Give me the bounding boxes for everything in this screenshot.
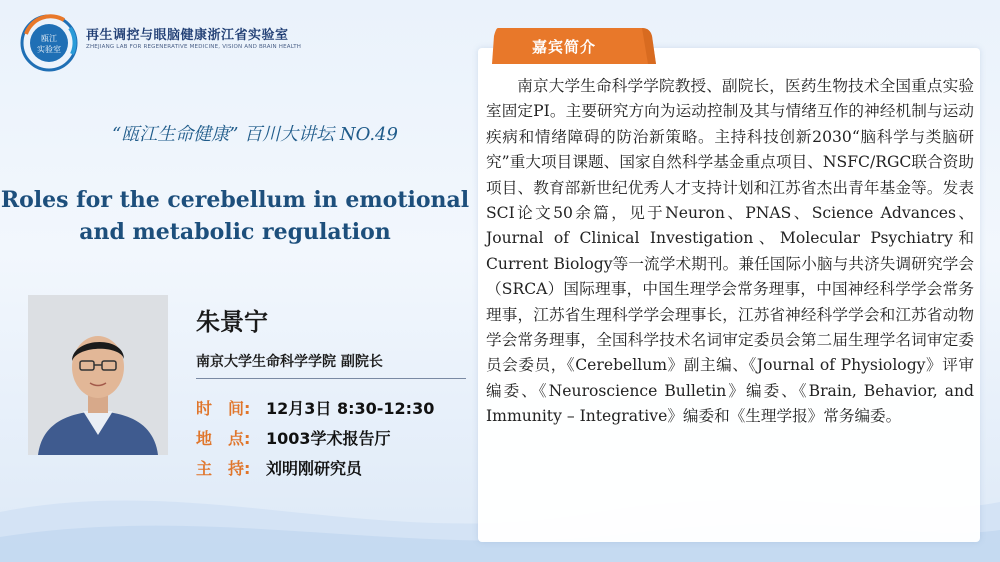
lab-logo (20, 14, 78, 72)
intro-heading: 嘉宾简介 (532, 38, 597, 56)
svg-text:实验室: 实验室 (37, 45, 61, 54)
detail-host (196, 456, 362, 479)
detail-label: 时 间: (196, 399, 251, 418)
detail-label: 地 点: (196, 429, 251, 448)
detail-label: 主 持: (196, 459, 251, 478)
detail-value: 1003学术报告厅 (266, 429, 391, 448)
talk-title-line-1: Roles for the cerebellum in emotional (0, 187, 470, 213)
talk-title (0, 184, 470, 248)
intro-text: 南京大学生命科学学院教授、副院长，医药生物技术全国重点实验室固定PI。主要研究方向为运动控制及其与情绪互作的神经机制与运动疾病和情绪障碍的防治新策略。主持科技创新2030“脑科学与类脑研究”重大项目课题、国家自然科学基金重点项目、NSFC/RGC联合资助项目、教育部新世纪优秀人才支持计划和江苏省杰出青年基金等。发表SCI论文50余篇，见于Neuron、PNAS、Science Advances、Journal of Clinical Investigation、Molecular Psychiatry和Current Biology等一流学术期刊。兼任国际小脑与共济失调研究学会（SRCA）国际理事，中国生理学会常务理事，中国神经科学学会常务理事，江苏省生理科学学会理事长，江苏省神经科学学会和江苏省动物学会常务理事，全国科学技术名词审定委员会第二届生理学名词审定委员会委员，《Cerebellum》副主编、《Journal of Physiology》评审编委、《Neuroscience Bulletin》编委、《Brain, Behavior, and Immunity – Integrative》编委和《生理学报》常务编委。 (486, 77, 974, 426)
detail-value: 12月3日 8:30-12:30 (266, 399, 435, 418)
forum-title: “瓯江生命健康” 百川大讲坛 NO.49 (112, 124, 398, 145)
speaker-photo (28, 295, 168, 455)
org-name-english: ZHEJIANG LAB FOR REGENERATIVE MEDICINE, VISION AND BRAIN HEALTH (86, 44, 302, 50)
talk-title-line-2: and metabolic regulation (79, 219, 391, 245)
speaker-affiliation: 南京大学生命科学学院 副院长 (196, 354, 383, 370)
speaker-name: 朱景宁 (196, 308, 268, 336)
detail-value: 刘明刚研究员 (266, 459, 363, 478)
logo-lettering: 瓯江 (41, 34, 57, 43)
detail-time (196, 396, 434, 419)
org-name: 再生调控与眼脑健康浙江省实验室 (86, 28, 289, 43)
detail-location (196, 426, 391, 449)
divider (196, 378, 466, 379)
